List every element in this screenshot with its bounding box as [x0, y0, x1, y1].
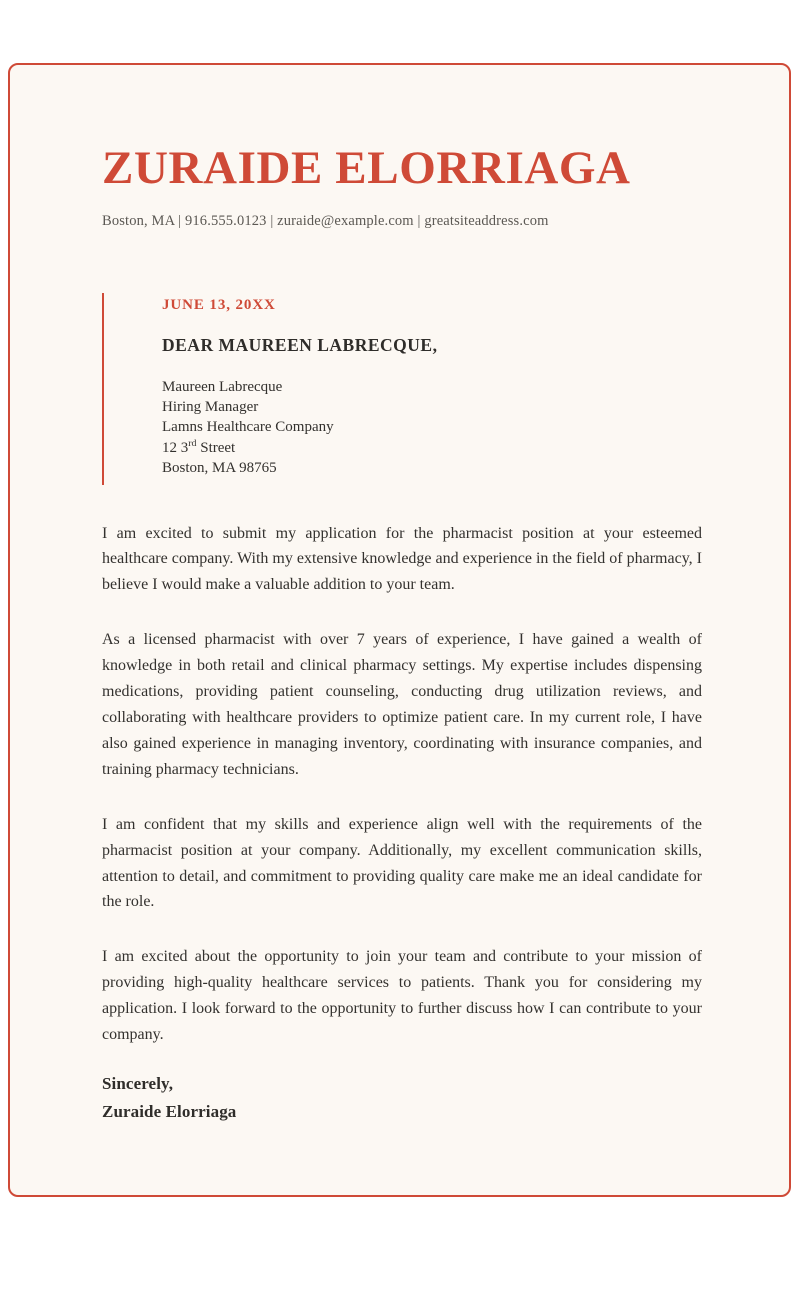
- recipient-street-ordinal: rd: [188, 437, 197, 449]
- letter-date: JUNE 13, 20XX: [162, 296, 276, 313]
- signature-name: Zuraide Elorriaga: [102, 1102, 237, 1121]
- recipient-company: Lamns Healthcare Company: [162, 419, 334, 436]
- letter-content: [102, 65, 702, 1126]
- recipient-job-title: Hiring Manager: [162, 398, 259, 415]
- recipient-street-number: 12 3: [162, 439, 189, 456]
- letter-meta-block: [102, 293, 702, 485]
- recipient-address-block: [162, 356, 702, 479]
- contact-info-line: Boston, MA | 916.555.0123 | zuraide@example.com | greatsiteaddress.com: [102, 212, 549, 229]
- closing-phrase: Sincerely,: [102, 1073, 174, 1093]
- letter-header: [102, 65, 702, 231]
- recipient-street: [162, 438, 702, 458]
- body-paragraph-1: I am excited to submit my application for the pharmacist position at your esteemed healthcare company. With my extensive knowledge and experience in the field of pharmacy, I believe I would make a valuable addition to your team.: [102, 524, 702, 594]
- body-paragraph-2: As a licensed pharmacist with over 7 years of experience, I have gained a wealth of knowledge in both retail and clinical pharmacy settings. My expertise includes dispensing medications, providing patient counseling, conducting drug utilization reviews, and collaborating with healthcare providers to optimize patient care. In my current role, I have also gained experience in managing inventory, coordinating with insurance companies, and training pharmacy technicians.: [102, 631, 702, 778]
- recipient-street-name: Street: [196, 439, 236, 456]
- salutation: DEAR MAUREEN LABRECQUE,: [162, 334, 438, 355]
- applicant-name-title: ZURAIDE ELORRIAGA: [102, 142, 631, 194]
- body-paragraph-3: I am confident that my skills and experience align well with the requirements of the pharmacist position at your company. Additionally, my excellent communication skills, attention to detail, and commitment to providing quality care make me an ideal candidate for the role.: [102, 815, 702, 911]
- body-paragraph-4: I am excited about the opportunity to join your team and contribute to your mission of providing high-quality healthcare services to patients. Thank you for considering my application. I look forward to the opportunity to further discuss how I can contribute to your company.: [102, 948, 702, 1044]
- letter-card: [8, 63, 791, 1197]
- letter-body: [102, 521, 702, 1048]
- recipient-name: Maureen Labrecque: [162, 378, 283, 395]
- recipient-city-state-zip: Boston, MA 98765: [162, 460, 277, 477]
- letter-signoff: [102, 1070, 702, 1126]
